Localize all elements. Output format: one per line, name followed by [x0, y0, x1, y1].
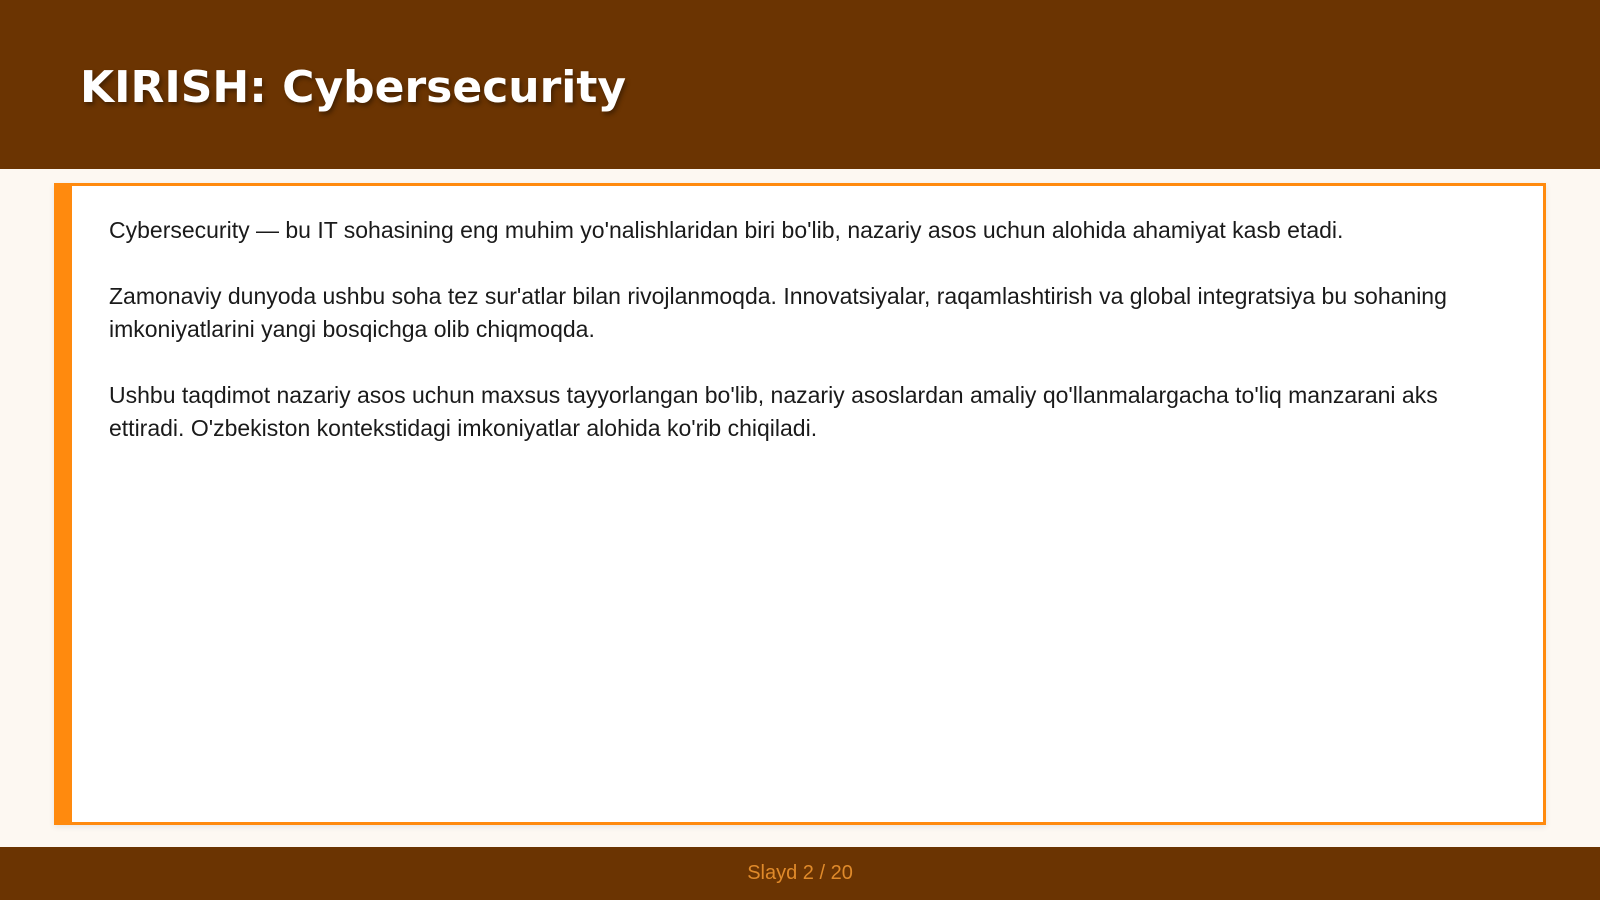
content-text: [109, 214, 1514, 478]
paragraph-development: Zamonaviy dunyoda ushbu soha tez sur'atlar bilan rivojlanmoqda. Innovatsiyalar, raqamlashtirish va global integratsiya bu sohaning imkoniyatlarini yangi bosqichga olib chiqmoqda.: [109, 283, 1447, 342]
paragraph-presentation: Ushbu taqdimot nazariy asos uchun maxsus tayyorlangan bo'lib, nazariy asoslardan amaliy qo'llanmalargacha to'liq manzarani aks ettiradi. O'zbekiston kontekstidagi imkoniyatlar alohida ko'rib chiqiladi.: [109, 382, 1438, 441]
slide-header: [0, 0, 1600, 169]
slide-title: KIRISH: Cybersecurity: [80, 62, 627, 113]
slide-counter: Slayd 2 / 20: [747, 862, 853, 884]
content-card: [54, 183, 1546, 825]
slide-footer: [0, 847, 1600, 900]
paragraph-intro: Cybersecurity — bu IT sohasining eng muhim yo'nalishlaridan biri bo'lib, nazariy asos uchun alohida ahamiyat kasb etadi.: [109, 217, 1344, 243]
